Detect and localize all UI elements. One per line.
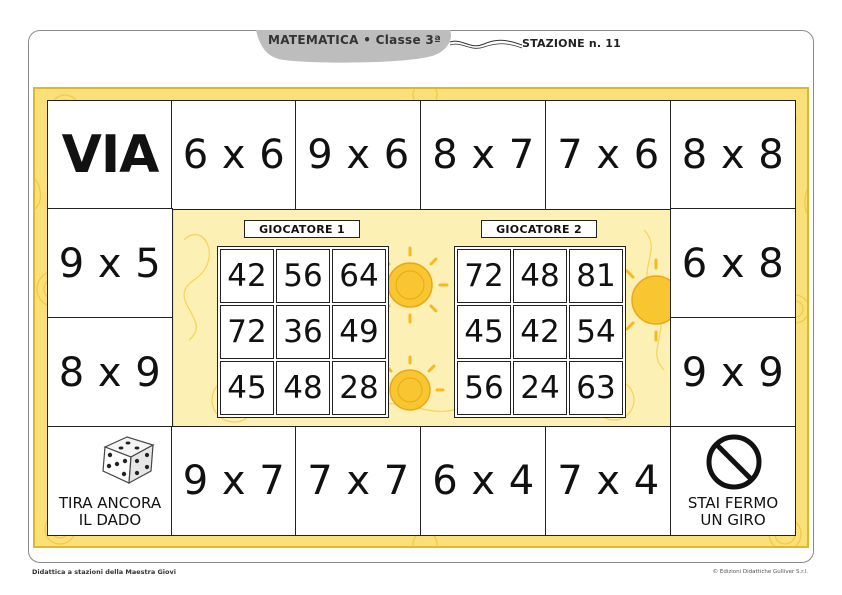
player-2-card bbox=[454, 246, 626, 418]
dice-icon bbox=[97, 433, 159, 487]
no-entry-icon bbox=[704, 432, 764, 492]
multiplication-label: 9 x 9 bbox=[681, 349, 785, 396]
player-2-label: GIOCATORE 2 bbox=[481, 220, 597, 238]
start-label: VIA bbox=[61, 125, 159, 185]
player-1-number: 56 bbox=[276, 249, 330, 303]
multiplication-label: 6 x 6 bbox=[182, 132, 286, 178]
station-number: STAZIONE n. 11 bbox=[522, 37, 622, 50]
player-2-number: 24 bbox=[513, 361, 567, 415]
multiplication-label: 9 x 6 bbox=[307, 132, 410, 178]
skip-turn-label-line1: STAI FERMO bbox=[687, 494, 779, 512]
player-2-number: 72 bbox=[457, 249, 511, 303]
multiplication-label: 8 x 9 bbox=[58, 349, 162, 396]
multiplication-label: 9 x 5 bbox=[58, 240, 162, 287]
player-1-number: 42 bbox=[220, 249, 274, 303]
board-cell-top-4 bbox=[545, 100, 672, 210]
footer-copyright: © Edizioni Didattiche Gulliver S.r.l. bbox=[712, 569, 808, 575]
player-1-number: 49 bbox=[332, 305, 386, 359]
player-1-number: 48 bbox=[276, 361, 330, 415]
player-2-number: 42 bbox=[513, 305, 567, 359]
player-2-number: 81 bbox=[569, 249, 623, 303]
roll-again-label-line1: TIRA ANCORA bbox=[58, 494, 162, 512]
multiplication-label: 6 x 8 bbox=[681, 240, 785, 287]
subject-title: MATEMATICA • Classe 3ª bbox=[268, 33, 442, 47]
player-1-number: 64 bbox=[332, 249, 386, 303]
start-cell bbox=[47, 100, 173, 210]
board-cell-right-2 bbox=[670, 317, 796, 428]
board-cell-left-1 bbox=[47, 208, 173, 319]
board-cell-top-5 bbox=[670, 100, 796, 210]
board-cell-top-1 bbox=[171, 100, 297, 210]
multiplication-label: 6 x 4 bbox=[432, 458, 535, 504]
skip-turn-label-line2: UN GIRO bbox=[700, 511, 766, 529]
player-2-number: 48 bbox=[513, 249, 567, 303]
player-1-card bbox=[217, 246, 389, 418]
board-cell-top-2 bbox=[295, 100, 422, 210]
player-1-number: 28 bbox=[332, 361, 386, 415]
multiplication-label: 8 x 8 bbox=[681, 132, 785, 178]
board-cell-bottom-2 bbox=[295, 426, 422, 536]
player-2-number: 45 bbox=[457, 305, 511, 359]
player-1-label: GIOCATORE 1 bbox=[244, 220, 360, 238]
roll-again-label-line2: IL DADO bbox=[78, 511, 142, 529]
multiplication-label: 8 x 7 bbox=[432, 132, 535, 178]
board-cell-right-1 bbox=[670, 208, 796, 319]
swirl-decoration bbox=[448, 36, 524, 52]
board-cell-bottom-3 bbox=[420, 426, 547, 536]
multiplication-label: 7 x 7 bbox=[307, 458, 410, 504]
board-cell-left-2 bbox=[47, 317, 173, 428]
board-cell-bottom-4 bbox=[545, 426, 672, 536]
board-cell-bottom-1 bbox=[171, 426, 297, 536]
player-2-number: 54 bbox=[569, 305, 623, 359]
board-cell-top-3 bbox=[420, 100, 547, 210]
multiplication-label: 7 x 4 bbox=[557, 458, 660, 504]
player-1-number: 45 bbox=[220, 361, 274, 415]
footer-credit: Didattica a stazioni della Maestra Giovi bbox=[32, 568, 176, 576]
player-1-number: 72 bbox=[220, 305, 274, 359]
multiplication-label: 7 x 6 bbox=[557, 132, 660, 178]
player-2-number: 63 bbox=[569, 361, 623, 415]
skip-turn-cell bbox=[670, 426, 796, 536]
multiplication-label: 9 x 7 bbox=[182, 458, 286, 504]
player-2-number: 56 bbox=[457, 361, 511, 415]
player-1-number: 36 bbox=[276, 305, 330, 359]
roll-again-cell bbox=[47, 426, 173, 536]
